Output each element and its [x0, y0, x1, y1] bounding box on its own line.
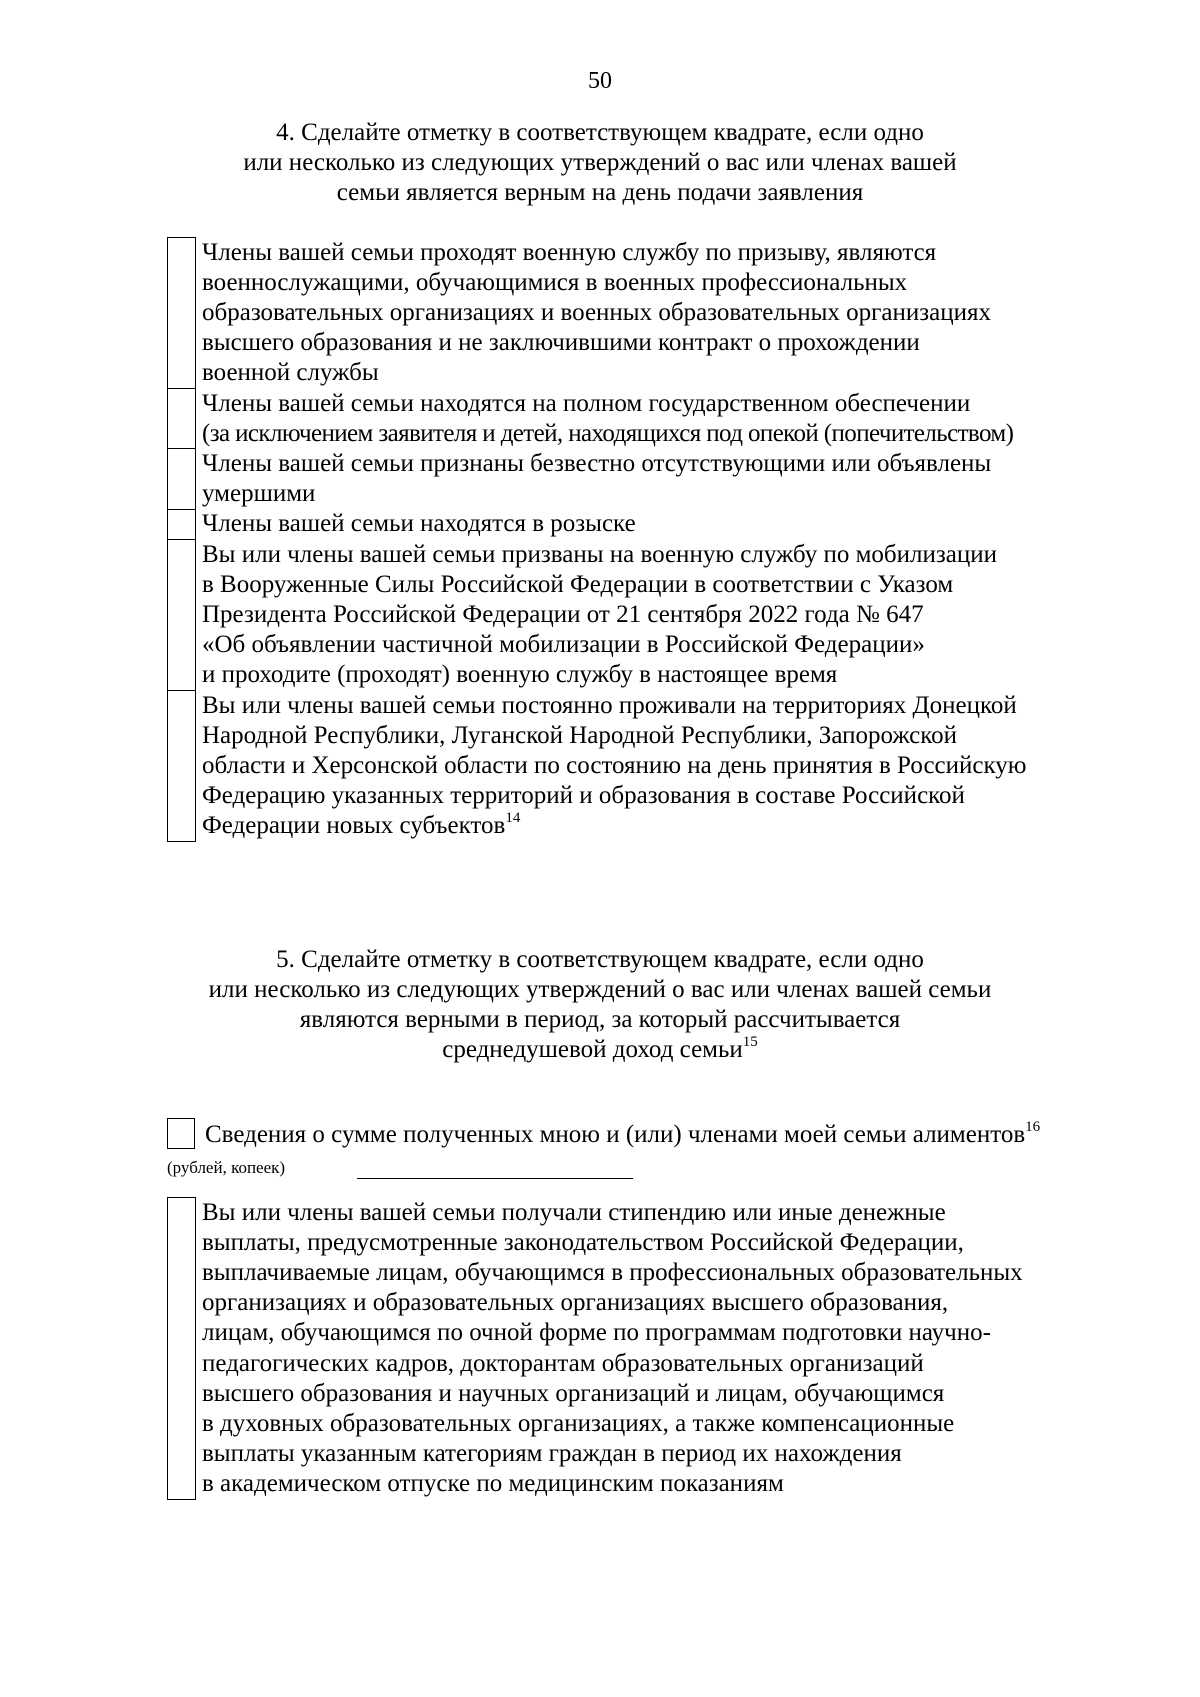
alimony-amount-caption: (рублей, копеек) — [167, 1158, 286, 1177]
alimony-checkbox[interactable] — [167, 1118, 195, 1149]
footnote-marker: 16 — [1025, 1118, 1041, 1135]
checklist-item-text — [196, 509, 1109, 539]
text-line: образовательных организациях и военных образовательных организациях — [202, 298, 991, 326]
checkbox[interactable] — [168, 449, 196, 509]
checklist-row-state-support — [168, 389, 1109, 449]
checkbox[interactable] — [168, 1198, 196, 1500]
checkbox[interactable] — [168, 540, 196, 691]
text-line: Федерацию указанных территорий и образования в составе Российской — [202, 782, 965, 810]
text-line: педагогических кадров, докторантам образовательных организаций — [202, 1349, 924, 1377]
text-line: Члены вашей семьи находятся в розыске — [202, 510, 636, 538]
checkbox[interactable] — [168, 509, 196, 539]
checkbox[interactable] — [168, 389, 196, 449]
checklist-row-wanted — [168, 509, 1109, 539]
text-line — [202, 811, 1109, 841]
alimony-amount-field[interactable] — [357, 1178, 633, 1179]
heading-line: 4. Сделайте отметку в соответствующем квадрате, если одно — [276, 119, 924, 146]
heading-line: или несколько из следующих утверждений о вас или членах вашей семьи — [208, 976, 992, 1003]
checklist-item-text — [196, 540, 1109, 691]
heading-line: являются верными в период, за который рассчитывается — [299, 1006, 901, 1033]
text-line: «Об объявлении частичной мобилизации в Российской Федерации» — [202, 631, 925, 659]
text-line: Члены вашей семьи проходят военную службу по призыву, являются — [202, 238, 937, 266]
heading-line: 5. Сделайте отметку в соответствующем квадрате, если одно — [276, 946, 924, 973]
checklist-item-text — [196, 238, 1109, 389]
text-line: области и Херсонской области по состоянию на день принятия в Российскую — [202, 751, 1027, 779]
section-4-checklist — [167, 237, 1109, 842]
checklist-row-military-service — [168, 238, 1109, 389]
checklist-row-new-territories — [168, 691, 1109, 842]
text-line: высшего образования и научных организаций и лицам, обучающимся — [202, 1379, 945, 1407]
alimony-row — [167, 1118, 1127, 1152]
text-line: в академическом отпуске по медицинским показаниям — [202, 1470, 784, 1498]
section-5-heading — [170, 945, 1030, 1065]
text-line: Президента Российской Федерации от 21 сентября 2022 года № 647 — [202, 600, 924, 628]
alimony-label — [205, 1120, 1040, 1150]
heading-line — [170, 1035, 1030, 1065]
text-line: Члены вашей семьи признаны безвестно отсутствующими или объявлены — [202, 449, 992, 477]
checkbox[interactable] — [168, 691, 196, 842]
checklist-item-text — [196, 389, 1109, 449]
page-number: 50 — [588, 68, 612, 94]
text-line: умершими — [202, 480, 316, 508]
text-line: в Вооруженные Силы Российской Федерации в соответствии с Указом — [202, 570, 954, 598]
text-line: лицам, обучающимся по очной форме по программам подготовки научно- — [202, 1319, 991, 1347]
heading-line: или несколько из следующих утверждений о вас или членах вашей — [243, 149, 957, 176]
checklist-row-missing — [168, 449, 1109, 509]
text-line: военной службы — [202, 359, 379, 387]
text-line: Вы или члены вашей семьи призваны на военную службу по мобилизации — [202, 540, 997, 568]
section-4-heading — [170, 118, 1030, 208]
checklist-item-text — [196, 449, 1109, 509]
text-line: Народной Республики, Луганской Народной Республики, Запорожской — [202, 721, 958, 749]
text-line: (за исключением заявителя и детей, находящихся под опекой (попечительством) — [202, 419, 1014, 447]
footnote-marker: 15 — [742, 1033, 758, 1050]
text-line: Вы или члены вашей семьи получали стипендию или иные денежные — [202, 1198, 946, 1226]
checklist-item-text — [196, 1198, 1110, 1500]
text-line: Члены вашей семьи находятся на полном государственном обеспечении — [202, 389, 971, 417]
checklist-row-stipend — [168, 1198, 1110, 1500]
text-line: организациях и образовательных организациях высшего образования, — [202, 1289, 949, 1317]
text-line: выплаты, предусмотренные законодательством Российской Федерации, — [202, 1228, 964, 1256]
heading-line-content: среднедушевой доход семьи — [442, 1036, 743, 1063]
checkbox[interactable] — [168, 238, 196, 389]
text-line: выплаты указанным категориям граждан в период их нахождения — [202, 1440, 902, 1468]
text-line: выплачиваемые лицам, обучающимся в профессиональных образовательных — [202, 1258, 1023, 1286]
text-line: Вы или члены вашей семьи постоянно проживали на территориях Донецкой — [202, 691, 1017, 719]
text-line: военнослужащими, обучающимися в военных профессиональных — [202, 268, 908, 296]
text-line: высшего образования и не заключившими контракт о прохождении — [202, 329, 920, 357]
footnote-marker: 14 — [505, 810, 521, 827]
text-line: в духовных образовательных организациях, а также компенсационные — [202, 1409, 955, 1437]
checklist-item-text — [196, 691, 1109, 842]
text-line: и проходите (проходят) военную службу в настоящее время — [202, 661, 838, 689]
section-5-checklist — [167, 1197, 1109, 1500]
text-line-content: Федерации новых субъектов — [202, 812, 506, 840]
checklist-row-mobilization — [168, 540, 1109, 691]
heading-line: семьи является верным на день подачи заявления — [336, 179, 864, 206]
alimony-label-text: Сведения о сумме полученных мною и (или) членами моей семьи алиментов — [205, 1121, 1026, 1148]
